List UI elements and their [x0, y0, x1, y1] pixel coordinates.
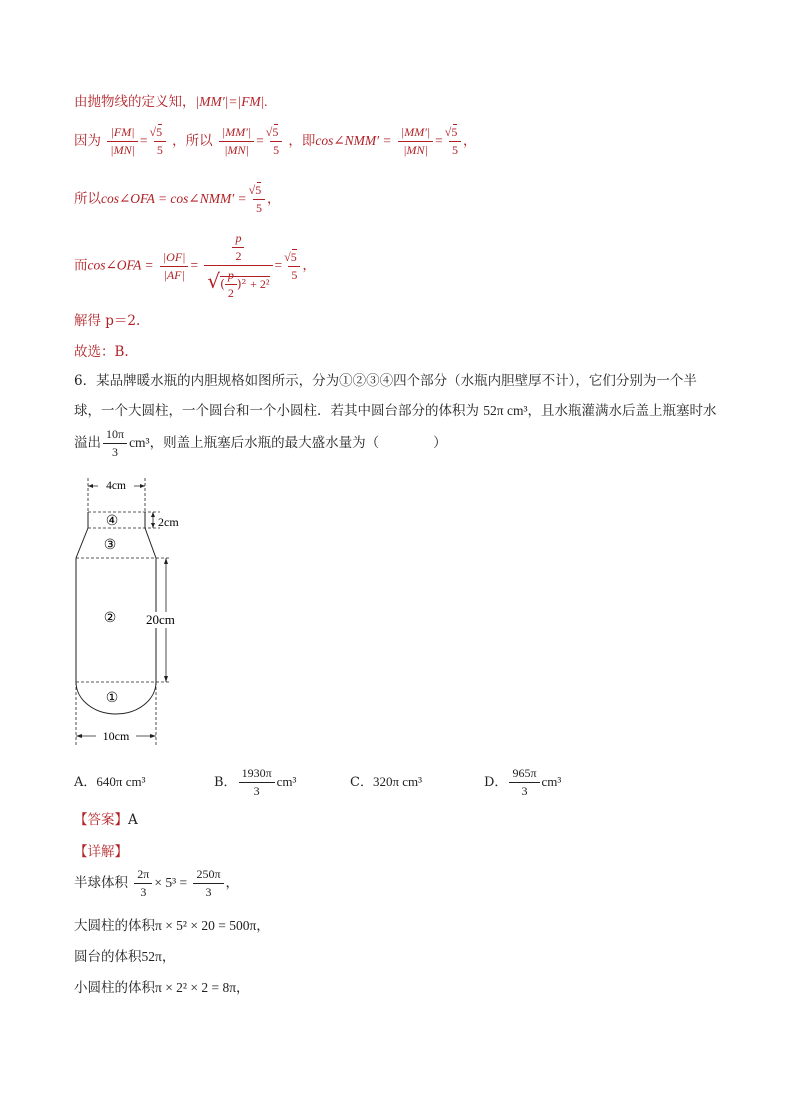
text: ，所以 [172, 133, 213, 149]
part-2-label: ② [103, 611, 117, 626]
label: C． [350, 775, 373, 790]
text: ，且水瓶灌满水后盖上瓶塞时水溢出 [74, 403, 717, 451]
detail-small-cylinder [74, 976, 250, 996]
sqrt: √ 5 [158, 124, 163, 139]
fraction-mm-mn [219, 124, 254, 159]
top-width-label: 4cm [106, 480, 126, 492]
den: |MN| [224, 143, 249, 157]
fraction-p-over-root [204, 230, 272, 302]
part-4-label: ④ [105, 514, 119, 529]
neck-height-label: 2cm [158, 515, 179, 529]
num: |FM| [107, 124, 138, 142]
p: p [225, 267, 237, 285]
text: 圆台的体积 [74, 949, 142, 965]
text: 大圆柱的体积 [74, 918, 155, 934]
math: × 5³ = [154, 875, 188, 890]
label: A． [74, 775, 97, 790]
bottom-width-label: 10cm [102, 729, 130, 743]
unit: cm³ [541, 774, 562, 789]
solution-line-1 [74, 90, 268, 110]
detail-label [74, 840, 128, 860]
num: |MM′| [219, 124, 254, 142]
math: cos∠NMM′ = [315, 133, 392, 148]
eq: = [274, 257, 283, 273]
math: π × 5² × 20 = 500π， [155, 918, 270, 933]
frustum-left [76, 528, 88, 558]
p: p [232, 230, 244, 248]
den: 3 [112, 445, 119, 459]
math: cos∠OFA = cos∠NMM′ = [101, 191, 247, 206]
den: |MN| [110, 143, 135, 157]
num: 250π [193, 866, 223, 884]
fraction-mm-mn [398, 124, 433, 159]
arrow-right [150, 734, 156, 738]
den: 5 [291, 267, 298, 282]
text: ， [463, 133, 477, 149]
num: 1930π [239, 765, 275, 783]
eq: = [139, 133, 148, 148]
value: 640π cm³ [96, 774, 146, 789]
solution-line-5: 解得 p＝2. [74, 313, 141, 329]
detail-hemisphere [74, 866, 239, 901]
eq: = [435, 133, 443, 148]
option-a[interactable] [74, 771, 145, 790]
plus: + 2² [250, 277, 270, 291]
den: 5 [273, 143, 280, 157]
num: |MM′| [398, 124, 433, 142]
num: 965π [509, 765, 539, 783]
fraction-overflow [103, 426, 127, 461]
text: ，即 [288, 133, 316, 149]
den: 5 [255, 201, 262, 215]
option-b[interactable] [214, 765, 296, 800]
unit: cm³ [276, 774, 297, 789]
solution-line-4 [74, 230, 316, 302]
text: 某品牌暖水瓶的内胆规格如图所示，分为①②③④四个部分（水瓶内胆壁厚不计），它们分别为一个半球，一个大圆柱，一个圆台和一个小圆柱．若其中圆台部分的体积为 [74, 373, 697, 419]
sqrt: √ 5 [453, 124, 458, 139]
text: 而 [74, 257, 88, 274]
den: 3 [140, 885, 147, 899]
part-1-label: ① [105, 691, 119, 706]
arrow-up [164, 558, 168, 564]
arrow-right [140, 484, 145, 488]
answer-value: A [128, 812, 138, 828]
two: 2 [235, 249, 242, 263]
detail-frustum [74, 945, 175, 965]
sqrt: √ 5 [257, 182, 262, 197]
detail-big-cylinder [74, 914, 270, 934]
den: 5 [156, 143, 163, 157]
text: ， [266, 191, 281, 207]
math: cos∠OFA = [87, 257, 154, 273]
arrow-left [76, 734, 82, 738]
num: 10π [103, 426, 127, 444]
fraction-sqrt5-5 [154, 124, 166, 159]
math: |MM′|=|FM|. [195, 94, 268, 109]
text: ，则盖上瓶塞后水瓶的最大盛水量为（ ） [149, 435, 447, 451]
arrow-down [164, 676, 168, 682]
text: ， [225, 875, 239, 891]
fraction-of-af [160, 249, 189, 284]
text: 半球体积 [74, 875, 128, 891]
den: |AF| [163, 267, 185, 282]
den: √( $\frac{p}{2}$ )² + 2² [207, 268, 270, 300]
text: ， [302, 257, 316, 274]
label: B． [214, 775, 237, 790]
den: |MN| [403, 143, 428, 157]
math: 52π cm³ [483, 403, 528, 418]
frustum-right [145, 528, 156, 558]
part-3-label: ③ [103, 538, 117, 553]
answer-options [74, 765, 694, 798]
unit: cm³ [129, 435, 150, 450]
answer-label: 【答案】 [74, 812, 128, 827]
sqrt: √ 5 [274, 124, 279, 139]
num: |OF| [160, 249, 189, 267]
answer-line [74, 808, 138, 828]
question-text [74, 366, 722, 461]
arrow-left [88, 484, 93, 488]
sqrt: √ 5 [292, 249, 297, 264]
den: 5 [452, 143, 459, 157]
fraction-sqrt5-5 [288, 249, 300, 284]
den: 3 [205, 885, 212, 899]
fraction-sqrt5-5 [253, 182, 265, 217]
option-d[interactable] [484, 765, 561, 800]
detail-label-text: 【详解】 [74, 844, 128, 859]
bottle-figure [70, 472, 200, 748]
solution-line-2 [74, 124, 477, 159]
num [204, 230, 272, 266]
text: 因为 [74, 133, 101, 149]
text: 所以 [74, 191, 101, 207]
text: 小圆柱的体积 [74, 980, 155, 996]
fraction-fm-mn [107, 124, 138, 159]
math: 52π， [141, 949, 176, 964]
option-c[interactable] [350, 771, 422, 790]
text: 由抛物线的定义知， [74, 94, 196, 110]
solution-line-3 [74, 182, 280, 217]
math: π × 2² × 2 = 8π， [155, 980, 250, 995]
num: 2π [134, 866, 152, 884]
arrow-up [151, 512, 155, 517]
den: 3 [521, 784, 528, 798]
fraction-sqrt5-5 [270, 124, 282, 159]
eq: = [190, 257, 199, 273]
value: 320π cm³ [372, 774, 423, 789]
fraction-sqrt5-5 [449, 124, 461, 159]
eq: = [256, 133, 264, 148]
body-height-label: 20cm [146, 612, 175, 627]
two: 2 [227, 286, 234, 300]
solution-line-6: 故选：B. [74, 344, 129, 360]
label: D． [484, 775, 508, 790]
arrow-down [151, 523, 155, 528]
question-number: 6． [74, 373, 97, 389]
den: 3 [253, 784, 260, 798]
